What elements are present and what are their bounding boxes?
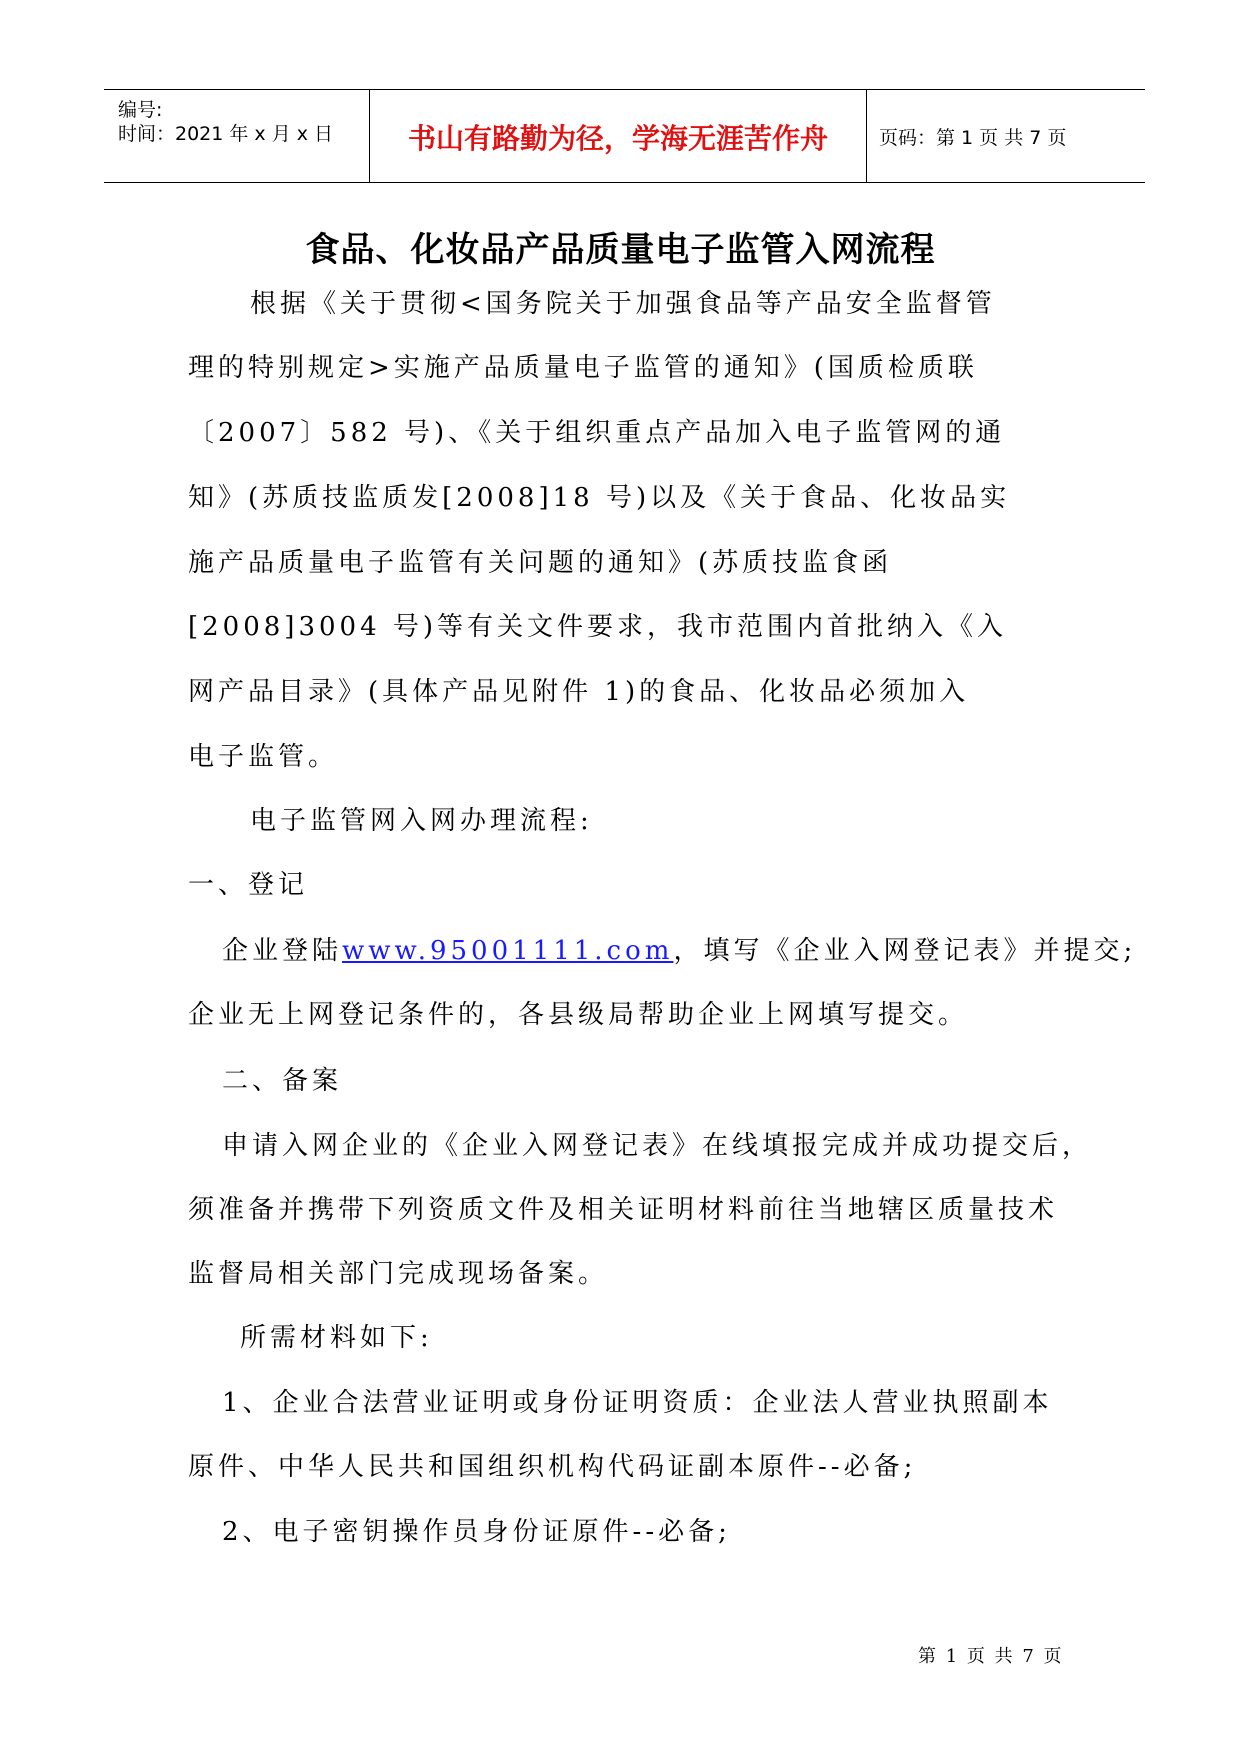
list-item-continued: 原件、中华人民共和国组织机构代码证副本原件--必备; (188, 1452, 917, 1482)
body-line: 〔2007〕582 号)、《关于组织重点产品加入电子监管网的通 (188, 418, 1006, 448)
body-line: [2008]3004 号)等有关文件要求，我市范围内首批纳入《入 (188, 612, 1008, 642)
page-code: 页码：第 1 页 共 7 页 (879, 127, 1067, 149)
materials-heading: 所需材料如下: (240, 1323, 433, 1353)
body-line: 知》(苏质技监质发[2008]18 号)以及《关于食品、化妆品实 (188, 483, 1011, 513)
process-heading: 电子监管网入网办理流程: (250, 806, 593, 836)
register-line-2: 企业无上网登记条件的，各县级局帮助企业上网填写提交。 (188, 1000, 969, 1030)
register-line (222, 938, 1136, 964)
time-label: 时间：2021 年 x 月 x 日 (118, 123, 334, 145)
body-line: 理的特别规定>实施产品质量电子监管的通知》(国质检质联 (188, 353, 978, 383)
section-heading-register: 一、登记 (188, 870, 309, 900)
motto: 书山有路勤为径，学海无涯苦作舟 (407, 122, 828, 155)
header-table (104, 89, 1145, 183)
document-title: 食品、化妆品产品质量电子监管入网流程 (305, 230, 936, 270)
body-line: 电子监管。 (188, 742, 339, 772)
body-line: 须准备并携带下列资质文件及相关证明材料前往当地辖区质量技术 (188, 1195, 1059, 1225)
body-line: 根据《关于贯彻<国务院关于加强食品等产品安全监督管 (250, 289, 996, 319)
page-footer: 第 1 页 共 7 页 (918, 1646, 1064, 1667)
register-prefix: 企业登陆 (222, 936, 343, 966)
serial-label: 编号: (118, 99, 163, 121)
list-item: 1、企业合法营业证明或身份证明资质：企业法人营业执照副本 (222, 1388, 1053, 1418)
list-item: 2、电子密钥操作员身份证原件--必备; (222, 1517, 731, 1547)
website-link[interactable]: www.95001111.com (342, 936, 674, 966)
header-right-cell (867, 90, 1145, 182)
body-line: 施产品质量电子监管有关问题的通知》(苏质技监食函 (188, 548, 893, 578)
body-line: 申请入网企业的《企业入网登记表》在线填报完成并成功提交后， (222, 1131, 1093, 1161)
body-line: 网产品目录》(具体产品见附件 1)的食品、化妆品必须加入 (188, 677, 970, 707)
header-middle-cell (370, 90, 867, 182)
section-heading-filing: 二、备案 (222, 1066, 343, 1096)
header-left-cell (104, 90, 370, 182)
register-suffix: ，填写《企业入网登记表》并提交; (673, 936, 1137, 966)
body-line: 监督局相关部门完成现场备案。 (188, 1259, 609, 1289)
